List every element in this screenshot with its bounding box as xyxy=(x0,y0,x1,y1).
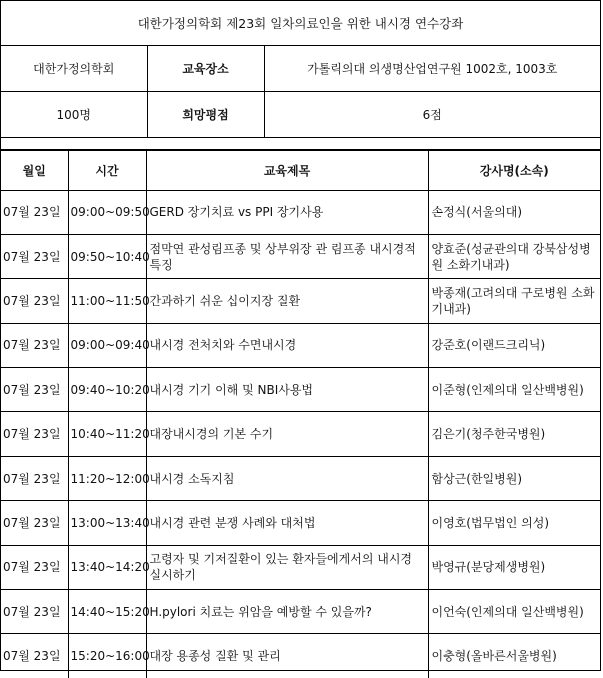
table-row xyxy=(1,323,600,367)
row-instructor: 함상근(한일병원) xyxy=(428,456,600,500)
table-row xyxy=(1,368,600,412)
table-row xyxy=(1,456,600,500)
table-row xyxy=(1,412,600,456)
row-date: 07월 23일 xyxy=(1,279,68,323)
row-time: 10:40~11:20 xyxy=(68,412,146,456)
row-date: 07월 23일 xyxy=(1,590,68,634)
row-instructor: 이준형(인제의대 일산백병원) xyxy=(428,368,600,412)
points-label: 희망평점 xyxy=(147,91,264,137)
row-date: 07월 23일 xyxy=(1,545,68,589)
row-date: 07월 23일 xyxy=(1,190,68,234)
table-row xyxy=(1,590,600,634)
row-date: 07월 23일 xyxy=(1,501,68,545)
row-time: 13:00~13:40 xyxy=(68,501,146,545)
row-instructor: 박영규(분당제생병원) xyxy=(428,545,600,589)
schedule-table xyxy=(1,150,600,678)
row-time: 11:00~11:50 xyxy=(68,279,146,323)
page-title: 대한가정의학회 제23회 일차의료인을 위한 내시경 연수강좌 xyxy=(1,1,600,45)
row-title: 간과하기 쉬운 십이지장 질환 xyxy=(146,279,428,323)
row-date: 07월 23일 xyxy=(1,412,68,456)
row-title: 내시경 소독지침 xyxy=(146,456,428,500)
row-time: 13:40~14:20 xyxy=(68,545,146,589)
row-date: 07월 23일 xyxy=(1,634,68,678)
capacity-value: 100명 xyxy=(1,91,147,137)
row-instructor: 손정식(서울의대) xyxy=(428,190,600,234)
row-date: 07월 23일 xyxy=(1,234,68,278)
header-instructor: 강사명(소속) xyxy=(428,150,600,190)
header-title: 교육제목 xyxy=(146,150,428,190)
table-row xyxy=(1,501,600,545)
row-instructor: 이영호(법무법인 의성) xyxy=(428,501,600,545)
row-time: 09:00~09:40 xyxy=(68,323,146,367)
row-title: 내시경 기기 이해 및 NBI사용법 xyxy=(146,368,428,412)
row-time: 09:40~10:20 xyxy=(68,368,146,412)
table-row xyxy=(1,279,600,323)
row-instructor: 이충형(올바른서울병원) xyxy=(428,634,600,678)
row-instructor: 양효준(성균관의대 강북삼성병원 소화기내과) xyxy=(428,234,600,278)
row-instructor: 이언숙(인제의대 일산백병원) xyxy=(428,590,600,634)
table-row xyxy=(1,234,600,278)
table-row xyxy=(1,190,600,234)
row-title: H.pylori 치료는 위암을 예방할 수 있을까? xyxy=(146,590,428,634)
table-row xyxy=(1,545,600,589)
row-instructor: 김은기(청주한국병원) xyxy=(428,412,600,456)
row-time: 15:20~16:00 xyxy=(68,634,146,678)
row-time: 11:20~12:00 xyxy=(68,456,146,500)
info-table xyxy=(1,1,600,150)
venue-value: 가톨릭의대 의생명산업연구원 1002호, 1003호 xyxy=(264,45,600,91)
row-title: 대장내시경의 기본 수기 xyxy=(146,412,428,456)
row-title: GERD 장기치료 vs PPI 장기사용 xyxy=(146,190,428,234)
header-date: 월일 xyxy=(1,150,68,190)
header-time: 시간 xyxy=(68,150,146,190)
venue-label: 교육장소 xyxy=(147,45,264,91)
row-instructor: 강준호(이랜드크리닉) xyxy=(428,323,600,367)
row-title: 내시경 관련 분쟁 사례와 대처법 xyxy=(146,501,428,545)
row-title: 고령자 및 기저질환이 있는 환자들에게서의 내시경 실시하기 xyxy=(146,545,428,589)
row-title: 점막연 관성림프종 및 상부위장 관 림프종 내시경적 특징 xyxy=(146,234,428,278)
row-time: 14:40~15:20 xyxy=(68,590,146,634)
points-value: 6점 xyxy=(264,91,600,137)
table-row xyxy=(1,634,600,678)
row-instructor: 박종재(고려의대 구로병원 소화기내과) xyxy=(428,279,600,323)
row-title: 내시경 전처치와 수면내시경 xyxy=(146,323,428,367)
row-date: 07월 23일 xyxy=(1,368,68,412)
organizer-value: 대한가정의학회 xyxy=(1,45,147,91)
row-date: 07월 23일 xyxy=(1,323,68,367)
row-time: 09:00~09:50 xyxy=(68,190,146,234)
row-time: 09:50~10:40 xyxy=(68,234,146,278)
row-title: 대장 용종성 질환 및 관리 xyxy=(146,634,428,678)
spacer-row xyxy=(1,137,600,149)
row-date: 07월 23일 xyxy=(1,456,68,500)
